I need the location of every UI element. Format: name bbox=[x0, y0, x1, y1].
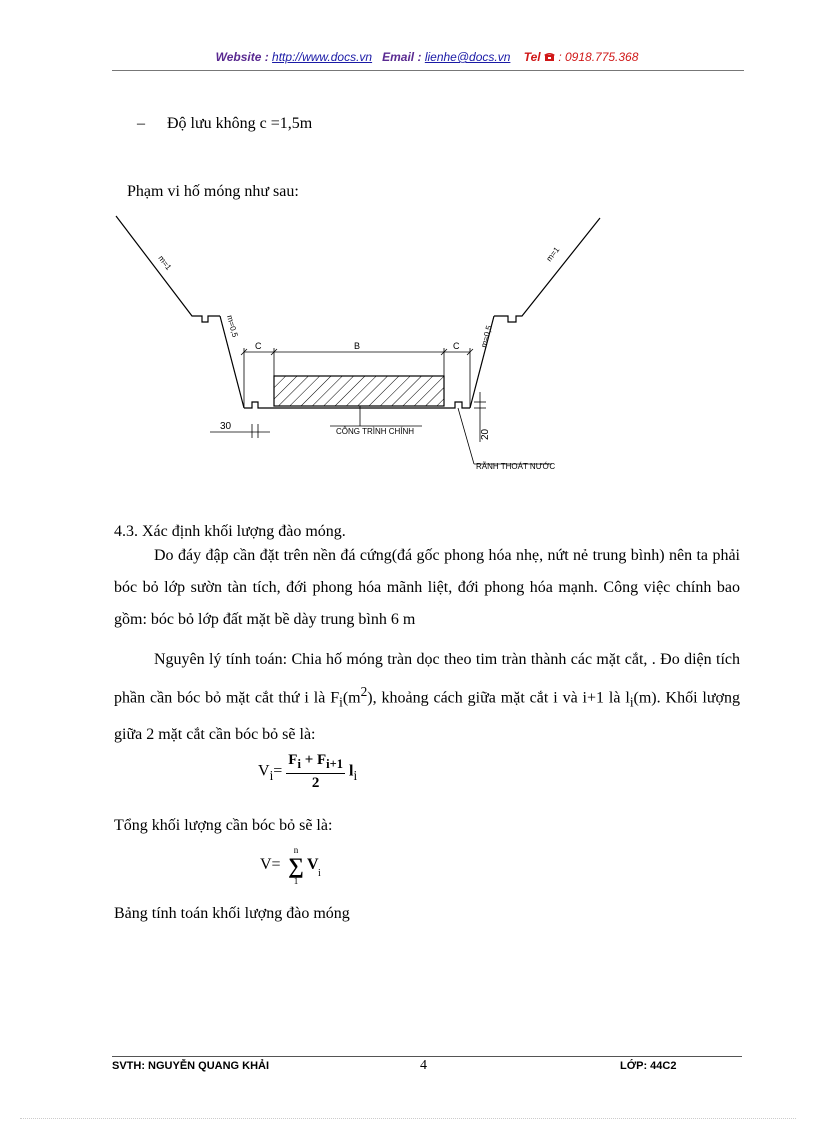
page-bottom-border bbox=[20, 1118, 796, 1119]
paragraph-2-text-b: (m bbox=[342, 689, 361, 707]
bullet-text: Độ lưu không c =1,5m bbox=[167, 115, 313, 132]
dim-c-left: C bbox=[255, 341, 262, 351]
formula1-den: 2 bbox=[311, 775, 320, 791]
bullet-dash: – bbox=[137, 115, 145, 132]
scope-text: Phạm vi hố móng như sau: bbox=[127, 183, 299, 200]
paragraph-2-text-c: ), khoảng cách giữa mặt cắt i và i+1 là l bbox=[367, 689, 630, 707]
formula1-eq: = bbox=[273, 762, 283, 780]
formula1-l-sub: i bbox=[353, 767, 358, 783]
dim-b: B bbox=[354, 341, 361, 351]
footer-author: SVTH: NGUYỄN QUANG KHẢI bbox=[112, 1060, 270, 1072]
dim-30: 30 bbox=[220, 421, 232, 432]
inner-right-slope-label: m=0,5 bbox=[479, 324, 494, 349]
right-outer-slope bbox=[494, 218, 600, 322]
formula2-upper: n bbox=[293, 845, 299, 855]
main-structure-block bbox=[274, 376, 444, 406]
formula1-lhs: V bbox=[258, 762, 270, 780]
paragraph-2-text-d: (m). Khối lượng giữa 2 mặt cắt cần bóc bỏ sẽ là: bbox=[114, 689, 740, 743]
formula2-lhs: V= bbox=[260, 856, 281, 873]
website-label: Website : bbox=[215, 50, 269, 64]
formula2-lower: 1 bbox=[293, 876, 299, 886]
dim-c-right: C bbox=[453, 341, 460, 351]
footer-divider bbox=[112, 1056, 742, 1057]
tel-value: : 0918.775.368 bbox=[558, 50, 639, 64]
dim-20: 20 bbox=[480, 428, 491, 440]
formula1-num-sub2: i+1 bbox=[326, 757, 344, 771]
tel-label: Tel bbox=[523, 50, 541, 64]
formula1-num-f: F bbox=[288, 752, 298, 768]
table-caption: Bảng tính toán khối lượng đào móng bbox=[114, 905, 350, 922]
page-header bbox=[112, 50, 742, 64]
main-structure-label: CÔNG TRÌNH CHÍNH bbox=[336, 427, 415, 436]
fi-subscript: i bbox=[339, 694, 343, 710]
right-slope-label: m=1 bbox=[544, 245, 562, 264]
formula1-num-sub1: i bbox=[297, 757, 301, 771]
drain-label: RÃNH THOÁT NƯỚC bbox=[476, 462, 556, 471]
website-link[interactable]: http://www.docs.vn bbox=[272, 50, 373, 64]
formula-volume-i bbox=[258, 752, 357, 792]
inner-left-slope-label: m=0,5 bbox=[225, 314, 240, 339]
formula2-v: V bbox=[307, 856, 319, 873]
paragraph-2 bbox=[114, 644, 740, 751]
section-heading: 4.3. Xác định khối lượng đào móng. bbox=[114, 523, 346, 540]
page-number: 4 bbox=[420, 1058, 427, 1073]
paragraph-2-text-a: Nguyên lý tính toán: Chia hố móng tràn dọc theo tim tràn thành các mặt cắt, . Đo diện tích phần cần bóc bỏ mặt cắt thứ i là F bbox=[114, 651, 740, 707]
formula1-lhs-sub: i bbox=[269, 767, 274, 783]
bullet-item bbox=[137, 114, 312, 134]
footer-class: LỚP: 44C2 bbox=[620, 1060, 677, 1072]
paragraph-1-text: Do đáy đập cần đặt trên nền đá cứng(đá gốc phong hóa nhẹ, nứt nẻ trung bình) nên ta phải bóc bỏ lớp sườn tàn tích, đới phong hóa mãnh liệt, đới phong hóa mạnh. Công việc chính bao gồm: bóc bỏ lớp đất mặt bề dày trung bình 6 m bbox=[114, 547, 740, 628]
email-link[interactable]: lienhe@docs.vn bbox=[424, 50, 511, 64]
total-text: Tổng khối lượng cần bóc bỏ sẽ là: bbox=[114, 817, 333, 834]
formula1-fraction bbox=[286, 752, 345, 792]
formula1-l: l bbox=[349, 762, 354, 780]
email-label: Email : bbox=[382, 50, 422, 64]
paragraph-1 bbox=[114, 540, 740, 636]
formula2-v-sub: i bbox=[318, 868, 321, 879]
li-subscript: i bbox=[629, 694, 634, 710]
m2-superscript: 2 bbox=[360, 684, 368, 699]
formula1-num-plus: + F bbox=[300, 752, 327, 768]
excavation-diagram bbox=[110, 212, 610, 482]
left-slope-label: m=1 bbox=[156, 253, 174, 272]
formula2-sigma: ∑ bbox=[288, 853, 304, 878]
phone-icon bbox=[544, 50, 558, 64]
header-divider bbox=[112, 70, 744, 71]
